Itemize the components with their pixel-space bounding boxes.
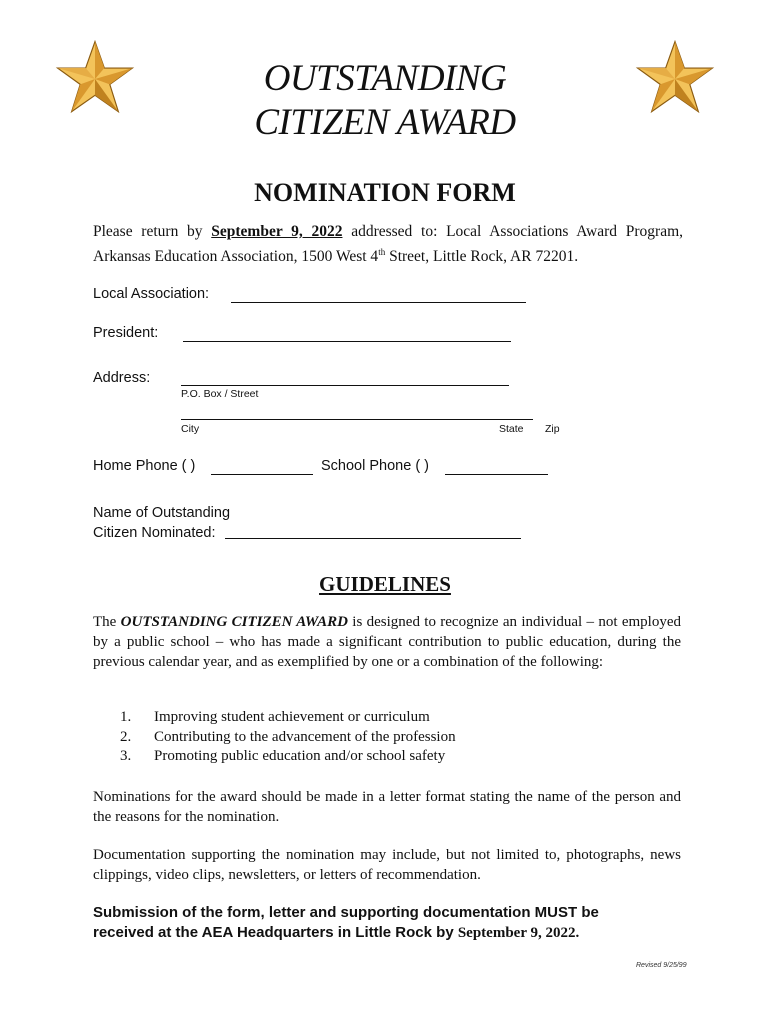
guidelines-paragraph-2: Nominations for the award should be made in a letter format stating the name of the person and the reasons for the nomination. [93,789,681,825]
intro-paragraph [93,222,683,267]
po-box-label: P.O. Box / Street [181,388,259,400]
list-item-text: Promoting public education and/or school safety [154,748,446,764]
local-association-field [93,286,209,302]
state-label: State [499,423,524,435]
guidelines-paragraph-3: Documentation supporting the nomination may include, but not limited to, photographs, news clippings, video clips, newsletters, or letters of recommendation. [93,847,681,883]
list-item-number: 3. [120,748,132,764]
list-item [120,747,456,767]
address-street-line[interactable] [181,385,509,386]
school-phone-label: School Phone ( ) [321,458,430,474]
guidelines-p1-before: The [93,614,117,630]
nominee-field [93,503,230,543]
president-label: President: [93,325,159,341]
zip-label: Zip [545,423,560,435]
revised-date: Revised 9/25/99 [636,962,687,969]
home-phone-line[interactable] [211,474,313,475]
guidelines-award-name: OUTSTANDING CITIZEN AWARD [120,614,348,630]
home-phone-label: Home Phone ( ) [93,458,196,474]
home-phone-field [93,458,195,474]
list-item [120,728,456,748]
award-title [0,57,770,145]
list-item-text: Improving student achievement or curriculum [154,709,430,725]
intro-superscript: th [378,247,386,257]
list-item-text: Contributing to the advancement of the profession [154,728,456,745]
guidelines-paragraph-1 [93,612,681,672]
president-field [93,325,158,341]
city-label: City [181,423,200,435]
school-phone-line[interactable] [445,474,548,475]
intro-text-before: Please return by [93,223,203,240]
submission-notice [93,903,653,943]
list-item-number: 2. [120,728,132,745]
guidelines-heading: GUIDELINES [319,572,451,596]
list-item [120,708,456,728]
president-line[interactable] [183,341,511,342]
intro-text-after: Street, Little Rock, AR 72201. [389,248,579,266]
local-association-label: Local Association: [93,286,210,302]
criteria-list [120,708,456,767]
list-item-number: 1. [120,709,132,725]
intro-due-date: September 9, 2022 [211,223,343,240]
address-field [93,370,150,386]
local-association-line[interactable] [231,302,526,303]
nominee-line[interactable] [225,538,521,539]
submission-text: Submission of the form, letter and supporting documentation MUST be received at the AEA Headquarters in Little Rock by [93,904,599,941]
school-phone-field [321,458,429,474]
guidelines-p1-after: is designed to recognize an individual – not employed by a public school – who has made a significant contribution to public education, during the previous calendar year, and as exemplified by one or a combination of the following: [93,614,681,670]
form-heading: NOMINATION FORM [254,178,516,207]
nominee-label-line1: Name of Outstanding [93,505,231,521]
address-city-line[interactable] [181,419,533,420]
address-label: Address: [93,370,151,386]
intro-text-middle: addressed to: Local Associations Award Program, Arkansas Education Association, 1500 West 4 [93,223,684,266]
nominee-label-line2: Citizen Nominated: [93,525,216,541]
award-title-line1: OUTSTANDING [263,58,507,99]
submission-date: September 9, 2022. [457,925,580,941]
award-title-line2: CITIZEN AWARD [254,102,516,143]
